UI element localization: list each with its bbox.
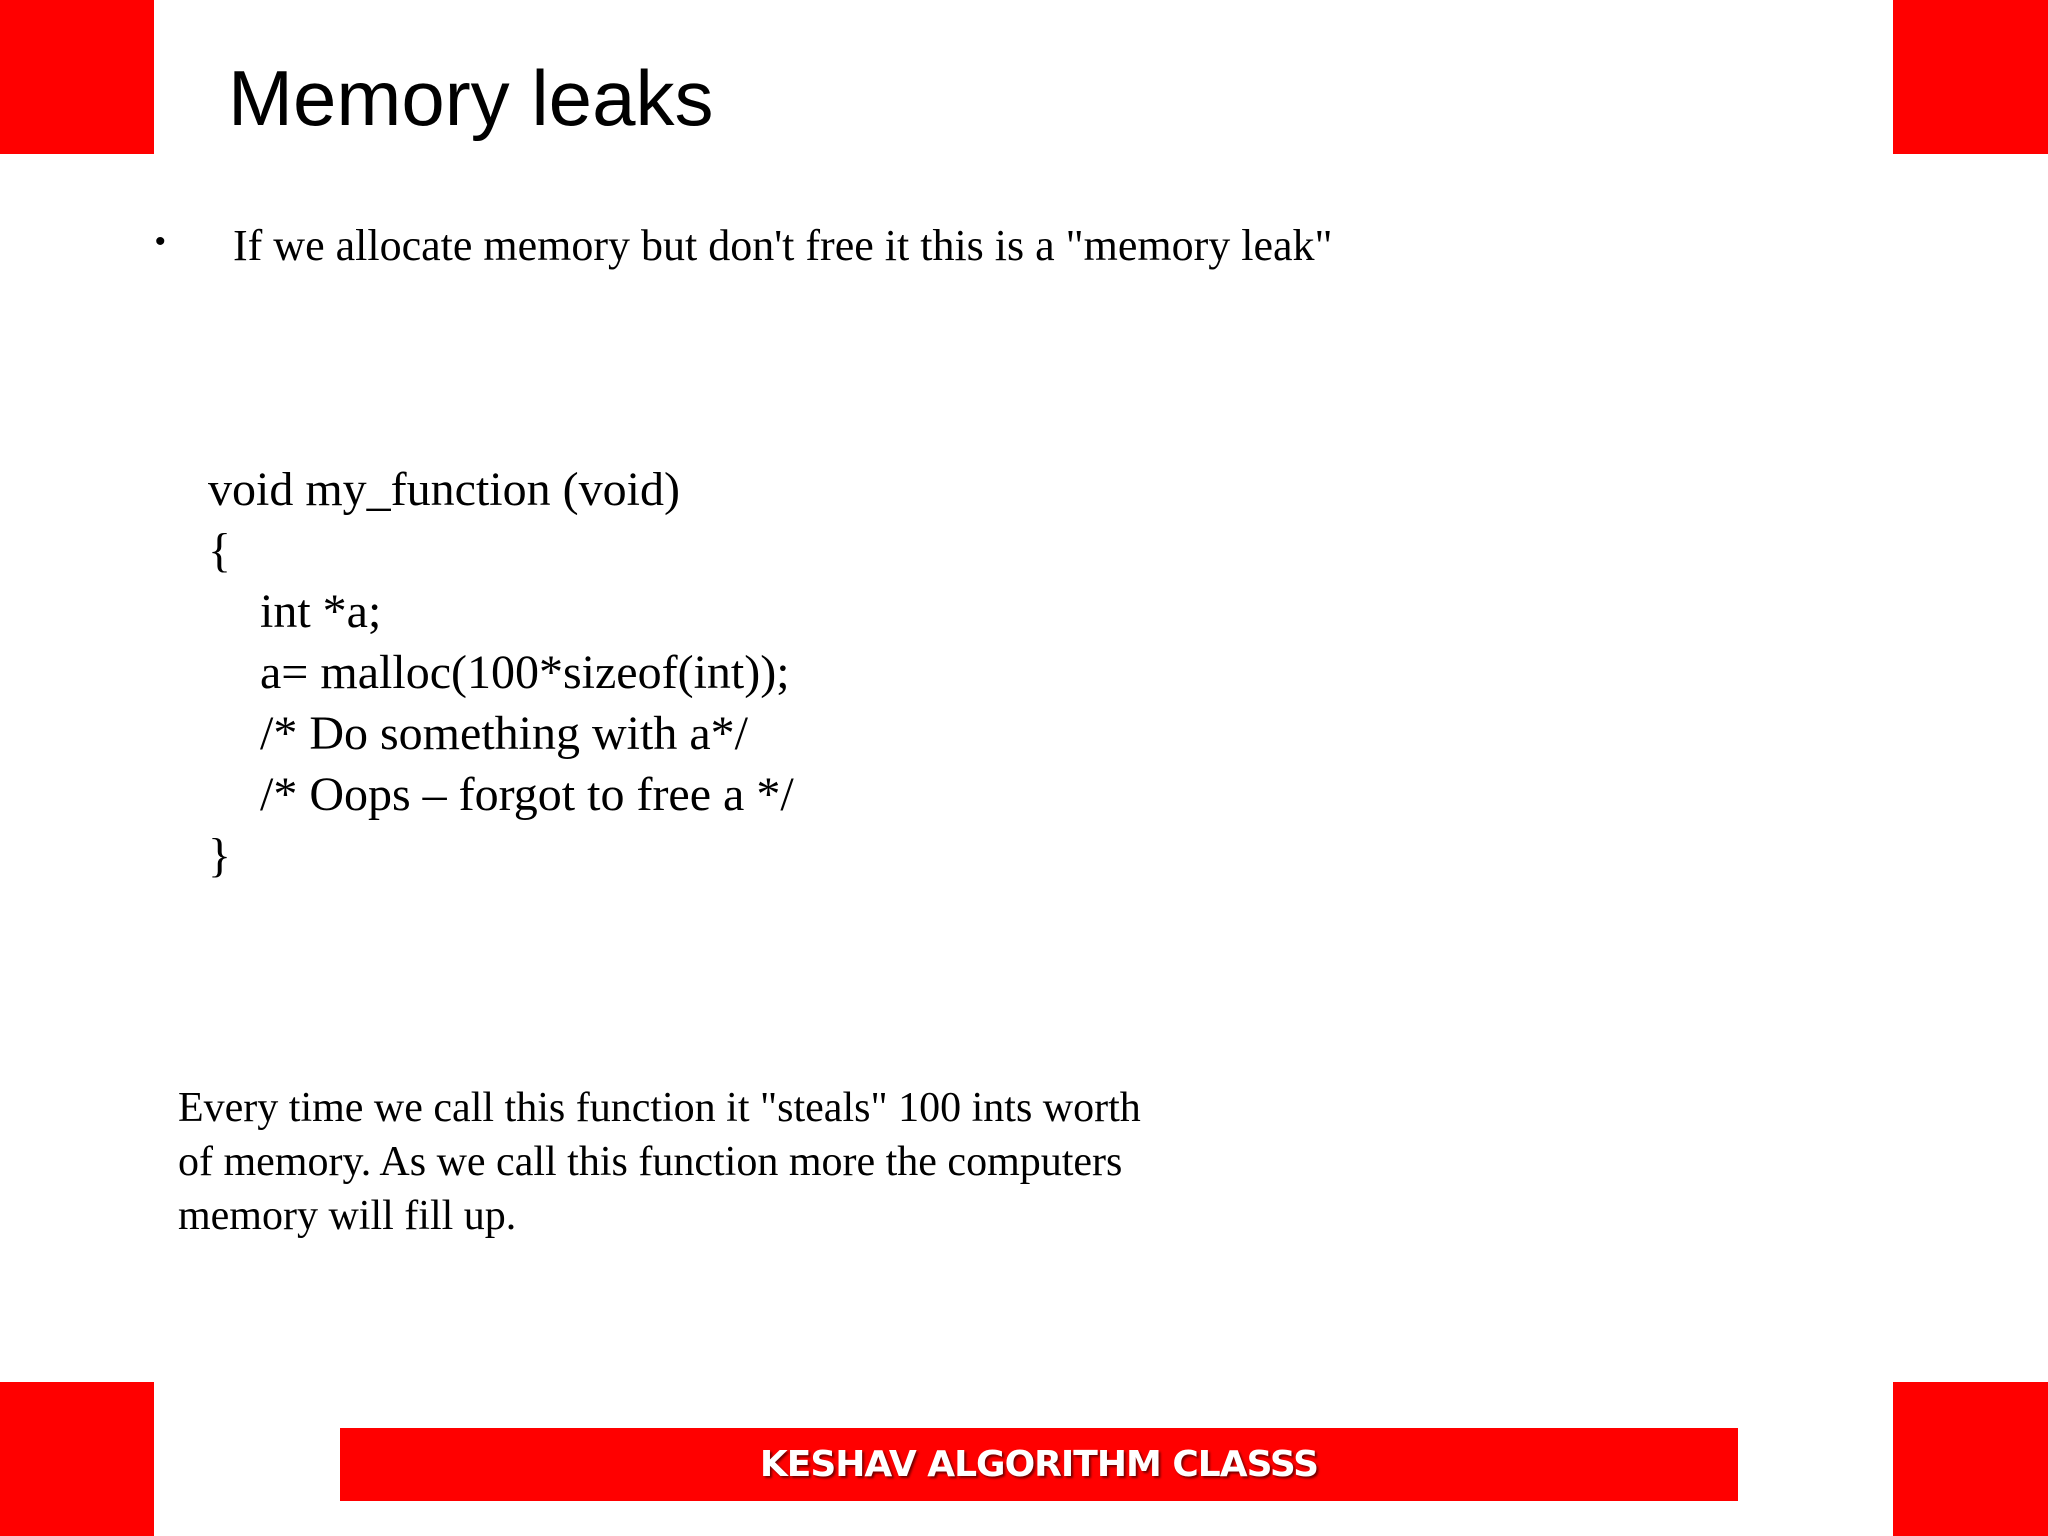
bullet-marker-icon: • [155, 225, 166, 258]
explanation-paragraph: Every time we call this function it "steals" 100 ints worth of memory. As we call this function more the computers memory will fill up. [178, 1085, 1141, 1239]
corner-decoration-top-left [0, 0, 154, 154]
code-line-malloc: a= malloc(100*sizeof(int)); [260, 646, 790, 699]
code-line-close-brace: } [208, 829, 232, 882]
code-line-open-brace: { [208, 524, 232, 577]
corner-decoration-top-right [1893, 0, 2048, 154]
corner-decoration-bottom-right [1893, 1382, 2048, 1536]
code-line-signature: void my_function (void) [208, 463, 680, 516]
code-line-comment-oops: /* Oops – forgot to free a */ [260, 768, 794, 821]
corner-decoration-bottom-left [0, 1382, 154, 1536]
bullet-text: If we allocate memory but don't free it this is a "memory leak" [233, 221, 1333, 270]
code-line-declaration: int *a; [260, 585, 382, 638]
code-snippet [208, 459, 794, 886]
slide-title: Memory leaks [228, 54, 714, 142]
code-line-comment-use: /* Do something with a*/ [260, 707, 748, 760]
footer-banner [340, 1428, 1738, 1501]
footer-banner-text: KESHAV ALGORITHM CLASSS [759, 1444, 1319, 1485]
